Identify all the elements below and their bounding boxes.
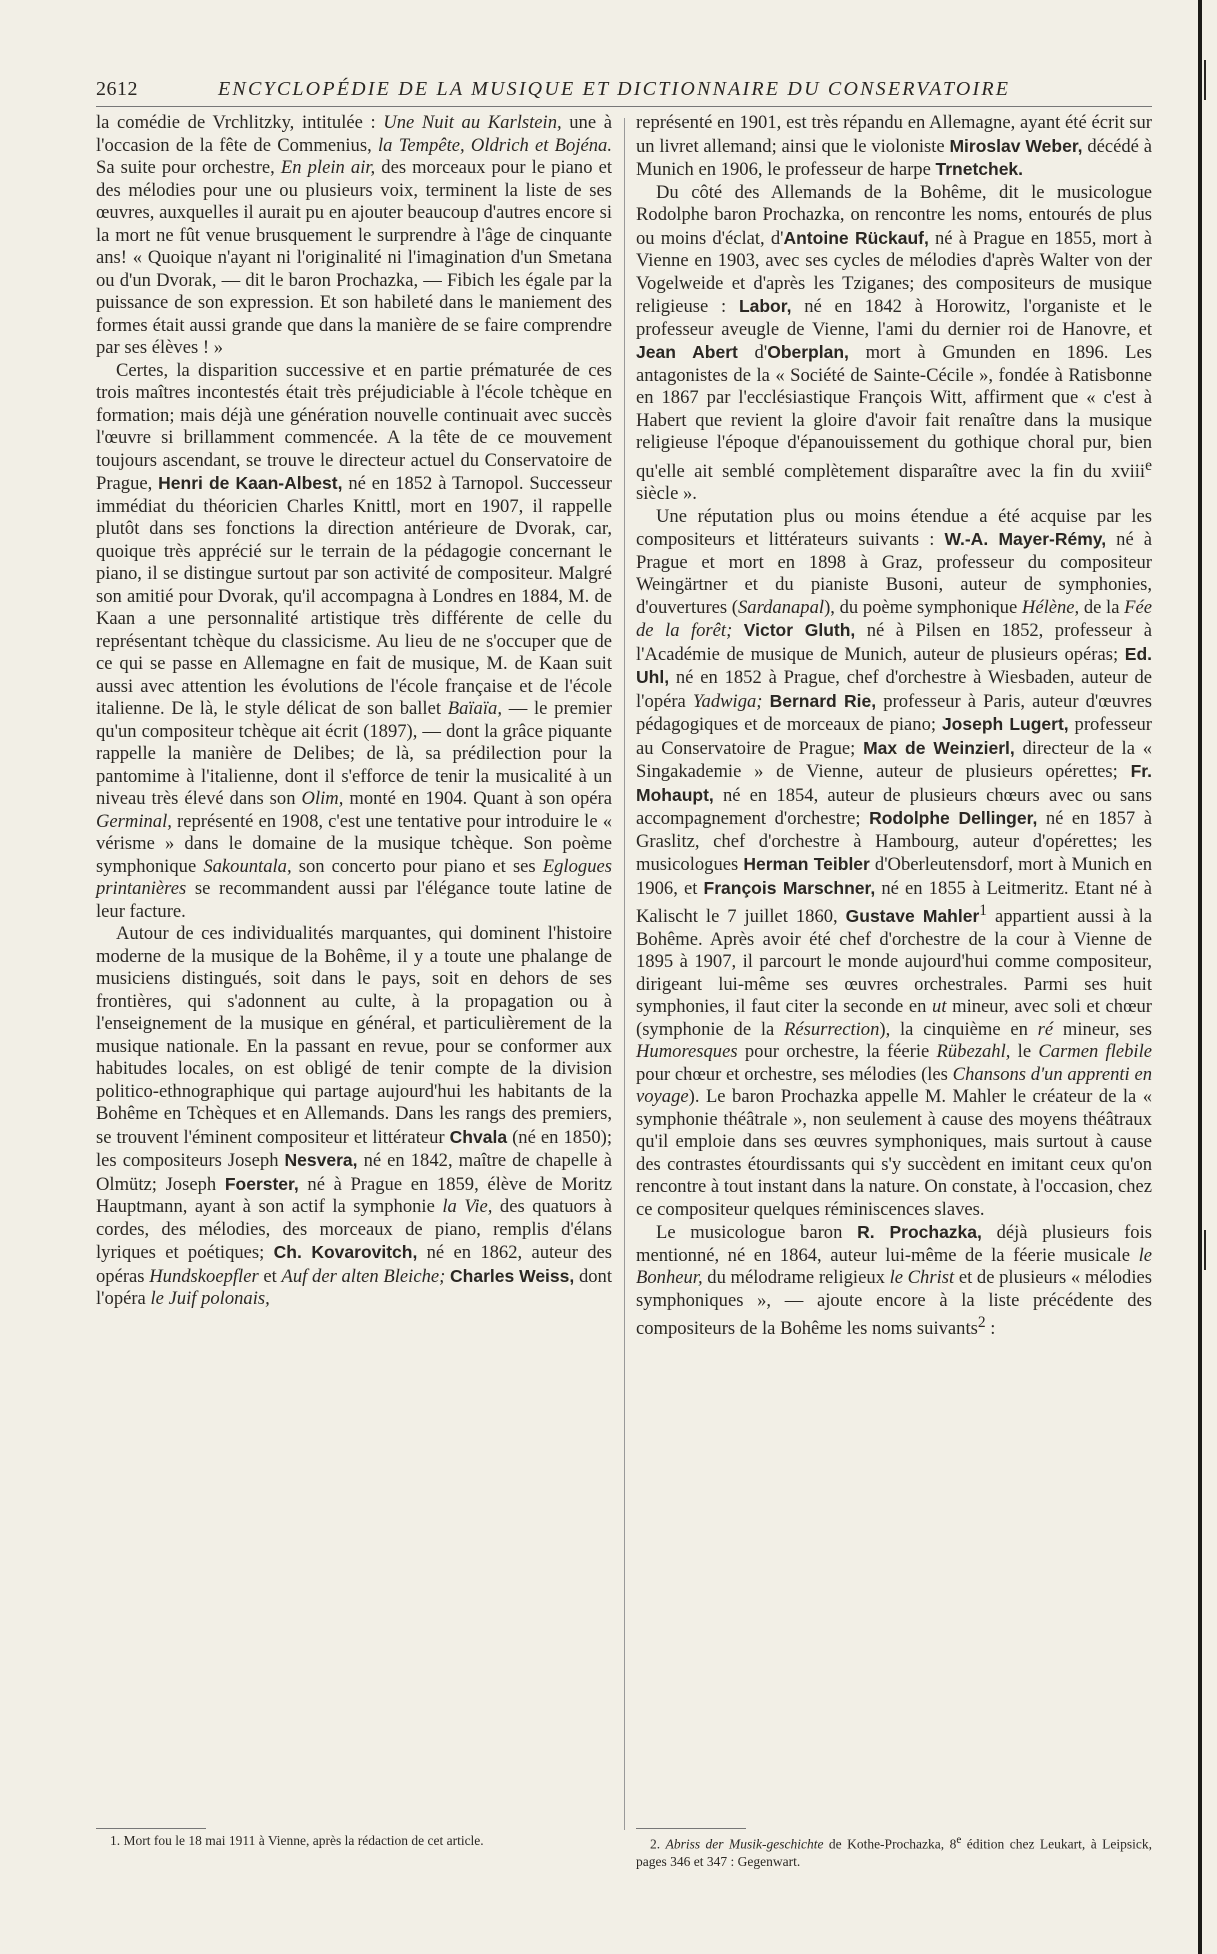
footnote-rule-left	[96, 1828, 206, 1829]
paragraph: Du côté des Allemands de la Bohême, dit le musicologue Rodolphe baron Prochazka, on rencontre les noms, entourés de plus ou moins d'éclat, d'Antoine Rückauf, né à Prague en 1855, mort à Vienne en 1903, avec ses cycles de mélodies d'après Walter von der Vogelweide et d'après les Tziganes; des compositeurs de musique religieuse : Labor, né en 1842 à Horowitz, l'organiste et le professeur aveugle de Vienne, l'ami du dernier roi de Hanovre, et Jean Abert d'Oberplan, mort à Gmunden en 1896. Les antagonistes de la « Société de Sainte-Cécile », fondée à Ratisbonne en 1867 par l'ecclésiastique François Witt, affirment que « c'est à Habert que revient la gloire d'avoir fait renaître dans la musique religieuse l'époque d'épanouissement du gothique choral pur, bien qu'elle ait semblé complètement disparaître avec la fin du xviii$^e$ siècle ».	[636, 181, 1152, 505]
footnote-rule-right	[636, 1828, 746, 1829]
paragraph: représenté en 1901, est très répandu en Allemagne, ayant été écrit sur un livret allemand; ainsi que le violoniste Miroslav Weber, décédé à Munich en 1906, le professeur de harpe Trnetchek.	[636, 112, 1152, 180]
footnote-right	[636, 1832, 1152, 1870]
paragraph: la comédie de Vrchlitzky, intitulée : Une Nuit au Karlstein, une à l'occasion de la fête de Commenius, la Tempête, Oldrich et Bojéna. Sa suite pour orchestre, En plein air, des morceaux pour le piano et des mélodies pour une ou plusieurs voix, terminent la liste de ses œuvres, auxquelles il aurait pu en ajouter beaucoup d'autres encore si la mort ne fût venue brusquement le surprendre à l'âge de cinquante ans! « Quoique n'ayant ni l'originalité ni l'imagination d'un Smetana ou d'un Dvorak, — dit le baron Prochazka, — Fibich les égale par la puissance de son expression. Et son habileté dans le maniement des formes était aussi grande que dans la manière de se faire comprendre par ses élèves ! »	[96, 112, 612, 358]
page-edge-dash	[1204, 60, 1206, 100]
paragraph: Le musicologue baron R. Prochazka, déjà plusieurs fois mentionné, né en 1864, auteur lui-même de la féerie musicale le Bonheur, du mélodrame religieux le Christ et de plusieurs « mélodies symphoniques », — ajoute encore à la liste précédente des compositeurs de la Bohême les noms suivants$^2$ :	[636, 1222, 1152, 1340]
footnote-left	[96, 1832, 612, 1849]
footnote-2: 2. Abriss der Musik-geschichte de Kothe-Prochazka, 8e édition chez Leukart, à Leipsick, pages 346 et 347 : Gegenwart.	[636, 1834, 1153, 1869]
paragraph: Autour de ces individualités marquantes, qui dominent l'histoire moderne de la musique de la Bohême, il y a toute une phalange de musiciens distingués, soit dans le pays, soit en dehors de ses frontières, qui s'adonnent au culte, à la propagation ou à l'enseignement de la musique en général, et particulièrement de la musique nationale. En la passant en revue, pour se conformer aux habitudes locales, on est obligé de tenir compte de la division politico-ethnographique qui partage aujourd'hui les habitants de la Bohême en Tchèques et en Allemands. Dans les rangs des premiers, se trouvent l'éminent compositeur et littérateur Chvala (né en 1850); les compositeurs Joseph Nesvera, né en 1842, maître de chapelle à Olmütz; Joseph Foerster, né à Prague en 1859, élève de Moritz Hauptmann, ayant à son actif la symphonie la Vie, des quatuors à cordes, des mélodies, des morceaux de piano, remplis d'élans lyriques et poétiques; Ch. Kovarovitch, né en 1862, auteur des opéras Hundskoepfler et Auf der alten Bleiche; Charles Weiss, dont l'opéra le Juif polonais,	[96, 923, 613, 1309]
left-column	[96, 112, 612, 1311]
footnote-1: 1. Mort fou le 18 mai 1911 à Vienne, après la rédaction de cet article.	[110, 1833, 484, 1848]
running-title: ENCYCLOPÉDIE DE LA MUSIQUE ET DICTIONNAIRE DU CONSERVATOIRE	[218, 78, 1011, 100]
page-edge-bar	[1198, 0, 1202, 1954]
column-divider	[624, 118, 625, 1830]
page-number: 2612	[96, 78, 138, 100]
page-edge-dash	[1204, 1230, 1206, 1270]
paragraph: Une réputation plus ou moins étendue a été acquise par les compositeurs et littérateurs suivants : W.-A. Mayer-Rémy, né à Prague et mort en 1898 à Graz, professeur du compositeur Weingärtner et du pianiste Busoni, auteur de symphonies, d'ouvertures (Sardanapal), du poème symphonique Hélène, de la Fée de la forêt; Victor Gluth, né à Pilsen en 1852, professeur à l'Académie de musique de Munich, auteur de plusieurs opéras; Ed. Uhl, né en 1852 à Prague, chef d'orchestre à Wiesbaden, auteur de l'opéra Yadwiga; Bernard Rie, professeur à Paris, auteur d'œuvres pédagogiques et de morceaux de piano; Joseph Lugert, professeur au Conservatoire de Prague; Max de Weinzierl, directeur de la « Singakademie » de Vienne, auteur de plusieurs opérettes; Fr. Mohaupt, né en 1854, auteur de plusieurs chœurs avec ou sans accompagnement d'orchestre; Rodolphe Dellinger, né en 1857 à Graslitz, chef d'orchestre à Hambourg, auteur d'opérettes; les musicologues Herman Teibler d'Oberleutensdorf, mort à Munich en 1906, et François Marschner, né en 1855 à Leitmeritz. Etant né à Kalischt le 7 juillet 1860, Gustave Mahler$^1$ appartient aussi à la Bohême. Après avoir été chef d'orchestre de la cour à Vienne de 1895 à 1907, il parcourt le monde aujourd'hui comme compositeur, dirigeant lui-même ses œuvres orchestrales. Parmi ses huit symphonies, il faut citer la seconde en ut mineur, avec soli et chœur (symphonie de la Résurrection), la cinquième en ré mineur, ses Humoresques pour orchestre, la féerie Rübezahl, le Carmen flebile pour chœur et orchestre, ses mélodies (les Chansons d'un apprenti en voyage). Le baron Prochazka appelle M. Mahler le créateur de la « symphonie théâtrale », non seulement à cause des moyens théâtraux qu'il emploie dans ses œuvres symphoniques, mais surtout à cause des contrastes étourdissants qui s'y succèdent en imitant ceux qu'on rencontre à tout instant dans la nature. On constate, à l'occasion, chez ce compositeur quelques réminiscences slaves.	[636, 505, 1153, 1220]
paragraph: Certes, la disparition successive et en partie prématurée de ces trois maîtres incontestés était très préjudiciable à l'école tchèque en formation; mais déjà une génération nouvelle continuait avec succès l'œuvre si brillamment commencée. A la tête de ce mouvement toujours ascendant, se trouve le directeur actuel du Conservatoire de Prague, Henri de Kaan-Albest, né en 1852 à Tarnopol. Successeur immédiat du théoricien Charles Knittl, mort en 1907, il rappelle plutôt dans ses fonctions la direction antérieure de Dvorak, car, quoique très apprécié sur le terrain de la pédagogie concernant le piano, il se distingue surtout par son activité de compositeur. Malgré son amitié pour Dvorak, qu'il accompagna à Londres en 1884, M. de Kaan a une personnalité artistique très différente de celle du représentant tchèque du classicisme. Au lieu de ne s'occuper que de ce qui se passe en Allemagne en fait de musique, M. de Kaan suit aussi avec attention les évolutions de l'école française et de l'école italienne. De là, le style délicat de son ballet Baïaïa, — le premier qu'un compositeur tchèque ait écrit (1897), — dont la grâce piquante rappelle la manière de Delibes; de là, sa prédilection pour la pantomime à l'italienne, dont il s'efforce de tenir la musicalité à un niveau très élevé dans son Olim, monté en 1904. Quant à son opéra Germinal, représenté en 1908, c'est une tentative pour introduire le « vérisme » dans le domaine de la musique tchèque. Son poème symphonique Sakountala, son concerto pour piano et ses Eglogues printanières se recommandent aussi par l'élégance toute latine de leur facture.	[96, 359, 612, 922]
running-header	[96, 72, 1152, 107]
right-column	[636, 112, 1152, 1341]
